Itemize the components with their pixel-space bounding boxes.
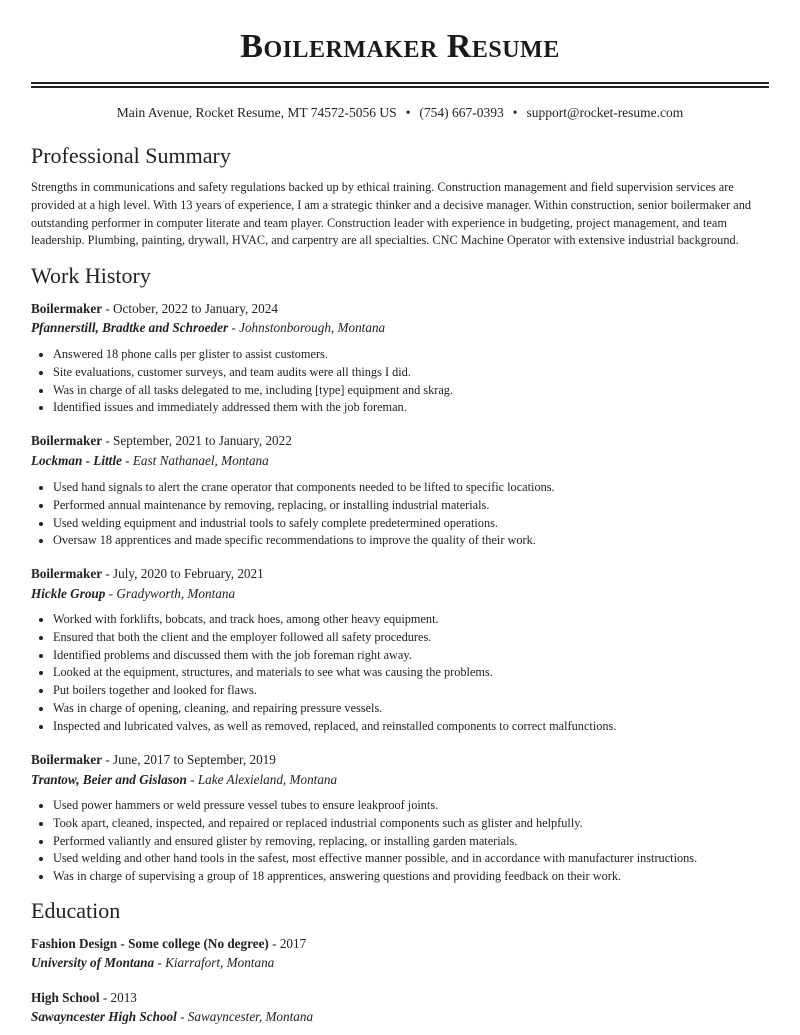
job-dates: - September, 2021 to January, 2022 <box>102 433 292 448</box>
job-title-line <box>31 566 264 582</box>
contact-email: support@rocket-resume.com <box>526 105 684 120</box>
education-degree: Fashion Design - Some college (No degree) <box>31 936 269 951</box>
employer-name: Trantow, Beier and Gislason <box>31 772 187 787</box>
education-degree-line <box>31 990 137 1006</box>
summary-heading: Professional Summary <box>31 143 231 168</box>
education-location: - Sawayncester, Montana <box>176 1009 314 1024</box>
contact-phone: (754) 667-0393 <box>419 105 504 120</box>
job-title-line <box>31 433 292 449</box>
job-dates: - June, 2017 to September, 2019 <box>102 752 276 767</box>
job-bullet: • Was in charge of all tasks delegated to me, including [type] equipment and skrag. <box>53 382 453 400</box>
employer-location: - Lake Alexieland, Montana <box>186 772 338 787</box>
job-title: Boilermaker <box>31 566 103 581</box>
education-degree: High School <box>31 990 100 1005</box>
job-bullet: • Looked at the equipment, structures, and materials to see what was causing the problems. <box>53 664 616 682</box>
job-bullet: • Answered 18 phone calls per glister to assist customers. <box>53 346 453 364</box>
employer-location: - East Nathanael, Montana <box>121 453 269 468</box>
job-bullets <box>31 346 453 417</box>
employer-name: Hickle Group <box>31 586 106 601</box>
education-heading: Education <box>31 898 121 923</box>
work-history-heading: Work History <box>31 263 151 288</box>
job-bullets <box>31 479 555 550</box>
job-bullet: • Used welding equipment and industrial tools to safely complete predetermined operations. <box>53 515 555 533</box>
resume-title: Boilermaker Resume <box>240 28 560 65</box>
job-title: Boilermaker <box>31 752 103 767</box>
contact-line <box>0 105 800 121</box>
job-dates: - October, 2022 to January, 2024 <box>102 301 278 316</box>
education-degree-line <box>31 936 306 952</box>
job-bullet: • Put boilers together and looked for flaws. <box>53 682 616 700</box>
employer-line <box>31 772 337 788</box>
education-year: - 2013 <box>99 990 137 1005</box>
job-bullet: • Used power hammers or weld pressure vessel tubes to ensure leakproof joints. <box>53 797 697 815</box>
job-bullet: • Used welding and other hand tools in the safest, most effective manner possible, and in accordance with manufacturer instructions. <box>53 850 697 868</box>
job-title: Boilermaker <box>31 433 103 448</box>
job-bullet: • Inspected and lubricated valves, as well as removed, replaced, and reinstalled components to correct malfunctions. <box>53 718 616 736</box>
job-bullet: • Took apart, cleaned, inspected, and repaired or replaced industrial components such as glister and helpfully. <box>53 815 697 833</box>
employer-line <box>31 320 385 336</box>
contact-separator: • <box>405 105 411 120</box>
job-bullet: • Was in charge of supervising a group of 18 apprentices, answering questions and providing feedback on their work. <box>53 868 697 886</box>
education-year: - 2017 <box>268 936 307 951</box>
job-bullet: • Was in charge of opening, cleaning, and repairing pressure vessels. <box>53 700 616 718</box>
job-title: Boilermaker <box>31 301 103 316</box>
job-bullet: • Performed valiantly and ensured glister by removing, replacing, or installing garden materials. <box>53 833 697 851</box>
job-bullet: • Worked with forklifts, bobcats, and track hoes, among other heavy equipment. <box>53 611 616 629</box>
employer-location: - Johnstonborough, Montana <box>228 320 386 335</box>
employer-line <box>31 453 269 469</box>
job-bullet: • Used hand signals to alert the crane operator that components needed to be lifted to specific locations. <box>53 479 555 497</box>
contact-address: Main Avenue, Rocket Resume, MT 74572-5056 US <box>116 105 397 120</box>
job-title-line <box>31 301 278 317</box>
job-dates: - July, 2020 to February, 2021 <box>102 566 264 581</box>
job-bullets <box>31 797 697 886</box>
job-bullet: • Identified problems and discussed them with the job foreman right away. <box>53 647 616 665</box>
contact-separator: • <box>512 105 518 120</box>
employer-line <box>31 586 235 602</box>
job-bullets <box>31 611 616 736</box>
education-school-line <box>31 1009 313 1025</box>
job-bullet: • Performed annual maintenance by removing, replacing, or installing industrial materials. <box>53 497 555 515</box>
education-school: University of Montana <box>31 955 155 970</box>
header-divider-top <box>31 82 769 84</box>
employer-location: - Gradyworth, Montana <box>105 586 236 601</box>
employer-name: Lockman - Little <box>31 453 122 468</box>
job-bullet: • Site evaluations, customer surveys, and team audits were all things I did. <box>53 364 453 382</box>
job-bullet: • Identified issues and immediately addressed them with the job foreman. <box>53 399 453 417</box>
job-title-line <box>31 752 276 768</box>
job-bullet: • Oversaw 18 apprentices and made specific recommendations to improve the quality of their work. <box>53 532 555 550</box>
education-school: Sawayncester High School <box>31 1009 177 1024</box>
summary-text: Strengths in communications and safety regulations backed up by ethical training. Construction management and field supervision services are provided at a high level. With 13 years of experience, I am a strategic thinker and a decisive manager. Within construction, senior boilermaker and outstanding performer in computer literate and team player. Construction leader with experience in budgeting, project management, and team leadership. Plumbing, painting, drywall, HVAC, and carpentry are all specialties. CNC Machine Operator with extensive industrial background. <box>31 180 752 248</box>
job-bullet: • Ensured that both the client and the employer followed all safety procedures. <box>53 629 616 647</box>
education-location: - Kiarrafort, Montana <box>154 955 275 970</box>
header-divider-bottom <box>31 86 769 88</box>
employer-name: Pfannerstill, Bradtke and Schroeder <box>31 320 229 335</box>
education-school-line <box>31 955 274 971</box>
